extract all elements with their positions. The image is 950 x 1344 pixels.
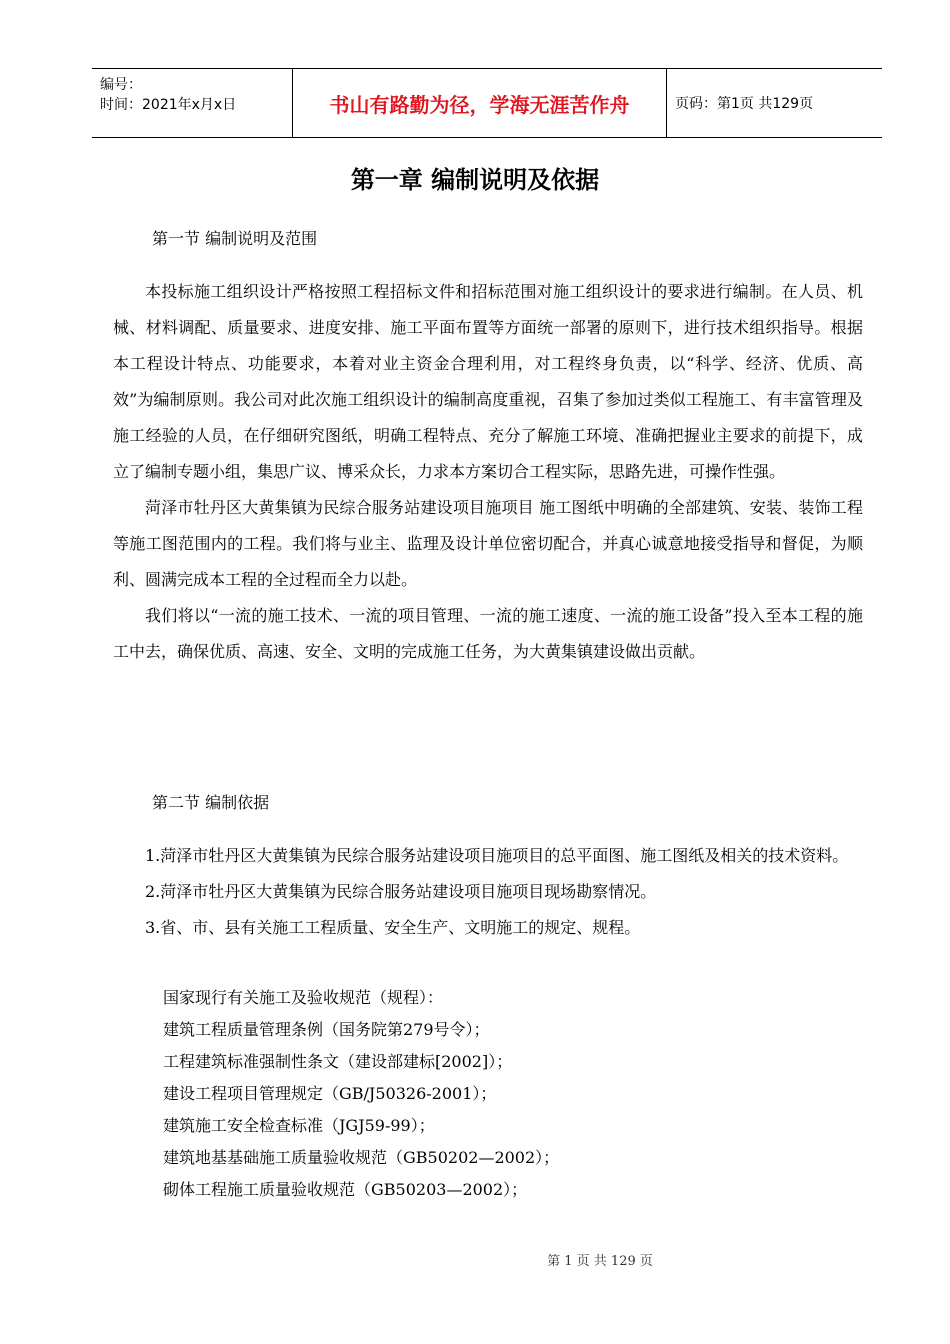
paragraph: 菏泽市牡丹区大黄集镇为民综合服务站建设项目施项目 施工图纸中明确的全部建筑、安装、装饰工程等施工图范围内的工程。我们将与业主、监理及设计单位密切配合，并真心诚意地接受指导和督促，为顺利、圆满完成本工程的全过程而全力以赴。	[113, 498, 863, 589]
header-motto: 书山有路勤为径，学海无涯苦作舟	[292, 69, 667, 137]
paragraph: 本投标施工组织设计严格按照工程招标文件和招标范围对施工组织设计的要求进行编制。在人员、机械、材料调配、质量要求、进度安排、施工平面布置等方面统一部署的原则下，进行技术组织指导。根据本工程设计特点、功能要求，本着对业主资金合理利用，对工程终身负责，以“科学、经济、优质、高效”为编制原则。我公司对此次施工组织设计的编制高度重视，召集了参加过类似工程施工、有丰富管理及施工经验的人员，在仔细研究图纸，明确工程特点、充分了解施工环境、准确把握业主要求的前提下，成立了编制专题小组，集思广议、博采众长，力求本方案切合工程实际，思路先进，可操作性强。	[113, 282, 863, 481]
page-footer	[0, 1250, 950, 1269]
section-1-body	[113, 274, 863, 670]
standard-item: 建筑地基基础施工质量验收规范（GB50202—2002）；	[163, 1148, 560, 1167]
standard-item: 国家现行有关施工及验收规范（规程）：	[163, 988, 444, 1007]
chapter-title: 第一章 编制说明及依据	[350, 166, 600, 194]
standard-item: 砌体工程施工质量验收规范（GB50203—2002）；	[163, 1180, 528, 1199]
standards-list	[113, 982, 863, 1206]
list-item: 3.省、市、县有关施工工程质量、安全生产、文明施工的规定、规程。	[145, 918, 641, 937]
page-header	[92, 68, 882, 138]
standard-item: 建设工程项目管理规定（GB/J50326-2001）；	[163, 1084, 497, 1103]
time-label: 时间：2021年x月x日	[100, 97, 237, 113]
number-label: 编号：	[100, 77, 142, 93]
standard-item: 工程建筑标准强制性条文（建设部建标[2002]）；	[163, 1052, 513, 1071]
list-item: 2.菏泽市牡丹区大黄集镇为民综合服务站建设项目施项目现场勘察情况。	[145, 882, 657, 901]
paragraph: 我们将以“一流的施工技术、一流的项目管理、一流的施工速度、一流的施工设备”投入至本工程的施工中去，确保优质、高速、安全、文明的完成施工任务，为大黄集镇建设做出贡献。	[113, 606, 863, 661]
section-2-title: 第二节 编制依据	[152, 793, 270, 812]
header-meta	[100, 75, 292, 115]
section-1-title: 第一节 编制说明及范围	[152, 229, 318, 248]
standard-item: 建筑施工安全检查标准（JGJ59-99）；	[163, 1116, 435, 1135]
list-item: 1.菏泽市牡丹区大黄集镇为民综合服务站建设项目施项目的总平面图、施工图纸及相关的技术资料。	[145, 846, 849, 865]
section-2-body	[113, 838, 863, 946]
footer-page-number: 第 1 页 共 129 页	[547, 1254, 653, 1269]
standard-item: 建筑工程质量管理条例（国务院第279号令）；	[163, 1020, 490, 1039]
header-page-label: 页码：第1页 共129页	[675, 96, 814, 112]
